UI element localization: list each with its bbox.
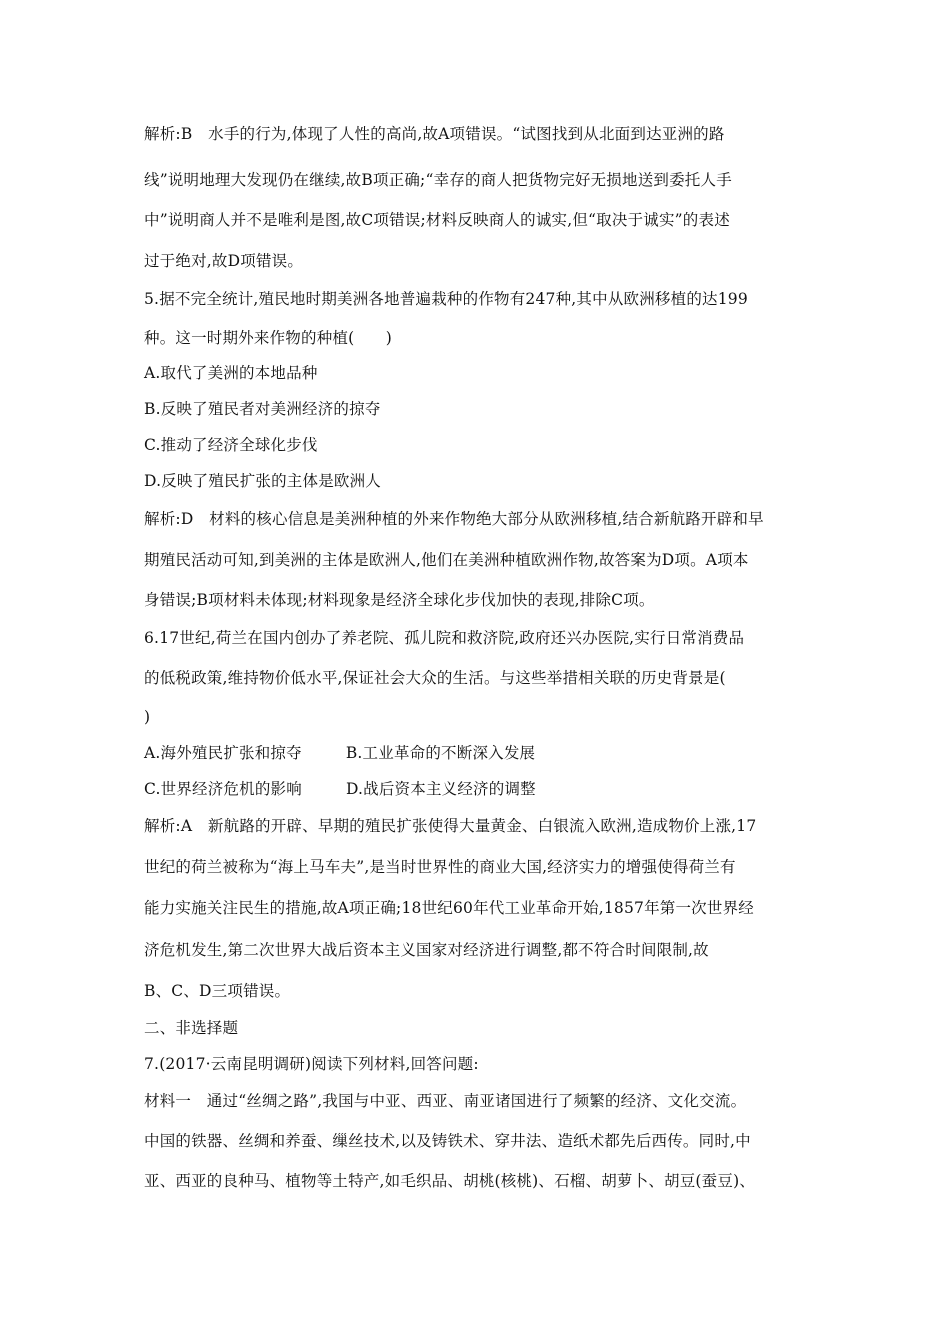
q6-analysis-line-3: 能力实施关注民生的措施,故A项正确;18世纪60年代工业革命开始,1857年第一次世界经 xyxy=(144,899,754,917)
q4-analysis-line-2: 线”说明地理大发现仍在继续,故B项正确;“幸存的商人把货物完好无损地送到委托人手 xyxy=(144,171,732,189)
q5-option-b: B.反映了殖民者对美洲经济的掠夺 xyxy=(144,400,381,418)
section-title: 二、非选择题 xyxy=(144,1019,239,1037)
q5-stem-line-1: 5.据不完全统计,殖民地时期美洲各地普遍栽种的作物有247种,其中从欧洲移植的达199 xyxy=(144,290,748,308)
q5-option-d: D.反映了殖民扩张的主体是欧洲人 xyxy=(144,472,382,490)
q5-option-c: C.推动了经济全球化步伐 xyxy=(144,436,318,454)
q6-analysis-line-4: 济危机发生,第二次世界大战后资本主义国家对经济进行调整,都不符合时间限制,故 xyxy=(144,941,709,959)
q6-options-row-1 xyxy=(144,743,814,763)
q6-stem-line-1: 6.17世纪,荷兰在国内创办了养老院、孤儿院和救济院,政府还兴办医院,实行日常消费品 xyxy=(144,629,745,647)
q7-material1-line-1: 材料一 通过“丝绸之路”,我国与中亚、西亚、南亚诸国进行了频繁的经济、文化交流。 xyxy=(144,1092,747,1110)
q6-options-row-2 xyxy=(144,779,814,799)
q6-option-c: C.世界经济危机的影响 xyxy=(144,780,302,798)
q5-stem-line-2: 种。这一时期外来作物的种植( ) xyxy=(144,329,392,347)
q5-analysis-line-3: 身错误;B项材料未体现;材料现象是经济全球化步伐加快的表现,排除C项。 xyxy=(144,591,655,609)
q6-option-d: D.战后资本主义经济的调整 xyxy=(345,780,536,798)
q6-stem-line-2: 的低税政策,维持物价低水平,保证社会大众的生活。与这些举措相关联的历史背景是( xyxy=(144,669,726,687)
q7-material1-line-2: 中国的铁器、丝绸和养蚕、缫丝技术,以及铸铁术、穿井法、造纸术都先后西传。同时,中 xyxy=(144,1132,751,1150)
q5-analysis-line-2: 期殖民活动可知,到美洲的主体是欧洲人,他们在美洲种植欧洲作物,故答案为D项。A项本 xyxy=(144,551,749,569)
q6-option-a: A.海外殖民扩张和掠夺 xyxy=(144,744,302,762)
q6-stem-line-3: ) xyxy=(144,708,151,726)
q5-option-a: A.取代了美洲的本地品种 xyxy=(144,364,318,382)
q6-analysis-line-5: B、C、D三项错误。 xyxy=(144,982,291,1000)
q6-analysis-line-1: 解析:A 新航路的开辟、早期的殖民扩张使得大量黄金、白银流入欧洲,造成物价上涨,17 xyxy=(144,817,757,835)
q6-option-b: B.工业革命的不断深入发展 xyxy=(345,744,536,762)
q7-stem: 7.(2017·云南昆明调研)阅读下列材料,回答问题: xyxy=(144,1055,479,1073)
q6-analysis-line-2: 世纪的荷兰被称为“海上马车夫”,是当时世界性的商业大国,经济实力的增强使得荷兰有 xyxy=(144,858,736,876)
q4-analysis-line-1: 解析:B 水手的行为,体现了人性的高尚,故A项错误。“试图找到从北面到达亚洲的路 xyxy=(144,125,725,143)
q4-analysis-line-4: 过于绝对,故D项错误。 xyxy=(144,252,304,270)
q7-material1-line-3: 亚、西亚的良种马、植物等土特产,如毛织品、胡桃(核桃)、石榴、胡萝卜、胡豆(蚕豆)、 xyxy=(144,1172,756,1190)
q4-analysis-line-3: 中”说明商人并不是唯利是图,故C项错误;材料反映商人的诚实,但“取决于诚实”的表述 xyxy=(144,211,730,229)
q5-analysis-line-1: 解析:D 材料的核心信息是美洲种植的外来作物绝大部分从欧洲移植,结合新航路开辟和早 xyxy=(144,510,764,528)
